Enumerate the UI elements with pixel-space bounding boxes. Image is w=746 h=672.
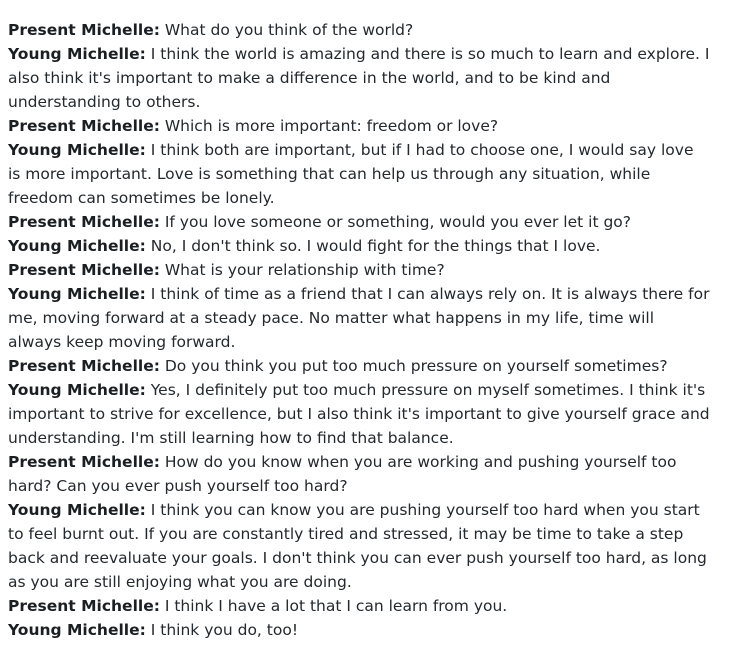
transcript-line (8, 282, 710, 354)
utterance-text: I think you can know you are pushing yourself too hard when you start to feel burnt out. If you are constantly tired and stressed, it may be time to take a step back and reevaluate your goals. I don't think you can ever push yourself too hard, as long as you are still enjoying what you are doing. (8, 501, 707, 591)
transcript-line (8, 378, 710, 450)
transcript-line (8, 138, 710, 210)
transcript-line (8, 210, 710, 234)
utterance-text: I think of time as a friend that I can always rely on. It is always there for me, moving forward at a steady pace. No matter what happens in my life, time will always keep moving forward. (8, 285, 710, 351)
utterance-text: What do you think of the world? (164, 21, 414, 39)
speaker-label: Present Michelle: (8, 261, 160, 279)
speaker-label: Young Michelle: (8, 621, 146, 639)
utterance-text: I think you do, too! (150, 621, 299, 639)
utterance-text: Which is more important: freedom or love? (164, 117, 499, 135)
utterance-text: Yes, I definitely put too much pressure on myself sometimes. I think it's important to strive for excellence, but I also think it's important to give yourself grace and understanding. I'm still learning how to find that balance. (8, 381, 710, 447)
utterance-text: I think the world is amazing and there is so much to learn and explore. I also think it's important to make a difference in the world, and to be kind and understanding to others. (8, 45, 710, 111)
transcript-line (8, 498, 710, 594)
speaker-label: Young Michelle: (8, 45, 146, 63)
speaker-label: Young Michelle: (8, 141, 146, 159)
speaker-label: Present Michelle: (8, 213, 160, 231)
transcript-line (8, 42, 710, 114)
utterance-text: What is your relationship with time? (164, 261, 445, 279)
utterance-text: Do you think you put too much pressure on yourself sometimes? (164, 357, 668, 375)
transcript-line (8, 618, 710, 642)
speaker-label: Young Michelle: (8, 501, 146, 519)
utterance-text: If you love someone or something, would you ever let it go? (164, 213, 632, 231)
speaker-label: Present Michelle: (8, 117, 160, 135)
transcript-line (8, 450, 710, 498)
speaker-label: Young Michelle: (8, 285, 146, 303)
speaker-label: Present Michelle: (8, 21, 160, 39)
utterance-text: I think both are important, but if I had to choose one, I would say love is more important. Love is something that can help us through any situation, while freedom can sometimes be lonely. (8, 141, 694, 207)
transcript-line (8, 594, 710, 618)
transcript-line (8, 18, 710, 42)
transcript-line (8, 234, 710, 258)
speaker-label: Present Michelle: (8, 357, 160, 375)
utterance-text: I think I have a lot that I can learn from you. (164, 597, 508, 615)
transcript-line (8, 354, 710, 378)
speaker-label: Present Michelle: (8, 597, 160, 615)
speaker-label: Young Michelle: (8, 237, 146, 255)
speaker-label: Present Michelle: (8, 453, 160, 471)
transcript-line (8, 258, 710, 282)
utterance-text: How do you know when you are working and pushing yourself too hard? Can you ever push yourself too hard? (8, 453, 677, 495)
utterance-text: No, I don't think so. I would fight for the things that I love. (150, 237, 601, 255)
transcript-line (8, 114, 710, 138)
speaker-label: Young Michelle: (8, 381, 146, 399)
